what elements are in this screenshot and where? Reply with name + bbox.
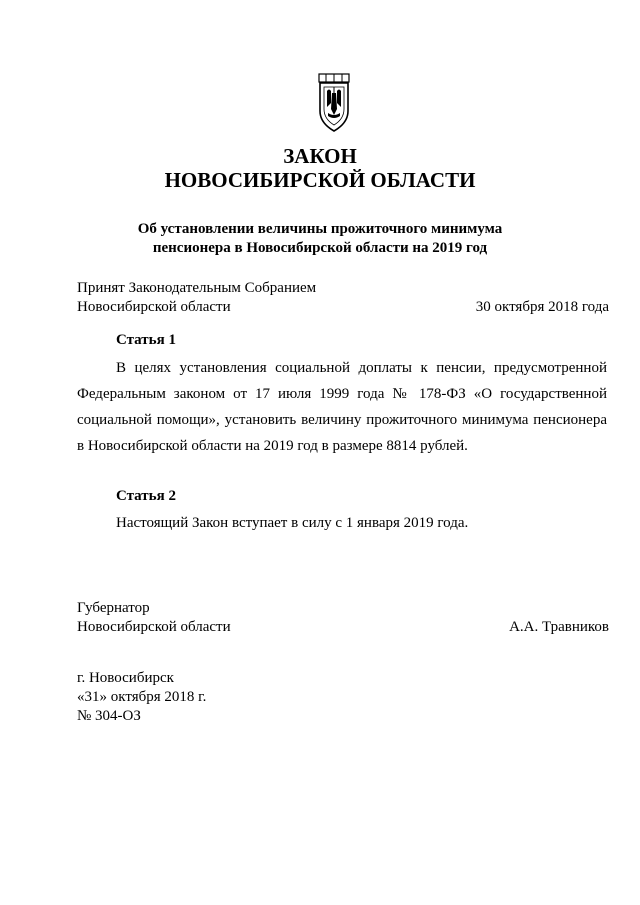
signing-date: «31» октября 2018 г.	[77, 689, 207, 705]
article1-text: В целях установления социальной доплаты к пенсии, предусмотренной Федеральным законом от 17 июля 1999 года № 178-ФЗ «О государственной социальной помощи», установить величину прожиточного минимума пенсионера в Новосибирской области на 2019 год в размере 8814 рублей.	[77, 360, 607, 454]
law-title: ЗАКОН	[283, 144, 357, 168]
article1-heading: Статья 1	[116, 332, 176, 348]
article2-heading: Статья 2	[116, 488, 176, 504]
place-of-signing: г. Новосибирск	[77, 670, 174, 686]
law-subject-line1: Об установлении величины прожиточного минимума	[137, 221, 503, 237]
signatory-position-line1: Губернатор	[77, 600, 150, 616]
article2-text: Настоящий Закон вступает в силу с 1 января 2019 года.	[116, 515, 469, 531]
signatory-position-line2: Новосибирской области	[77, 619, 231, 635]
law-region-title: НОВОСИБИРСКОЙ ОБЛАСТИ	[164, 168, 476, 192]
signatory-name: А.А. Травников	[509, 619, 609, 635]
law-subject-line2: пенсионера в Новосибирской области на 2019 год	[152, 240, 488, 256]
adopted-by-line1: Принят Законодательным Собранием	[77, 280, 317, 296]
law-number: № 304-ОЗ	[77, 708, 141, 724]
coat-of-arms-emblem	[318, 73, 350, 133]
adopted-by-line2: Новосибирской области	[77, 299, 231, 315]
adoption-date: 30 октября 2018 года	[475, 299, 609, 315]
